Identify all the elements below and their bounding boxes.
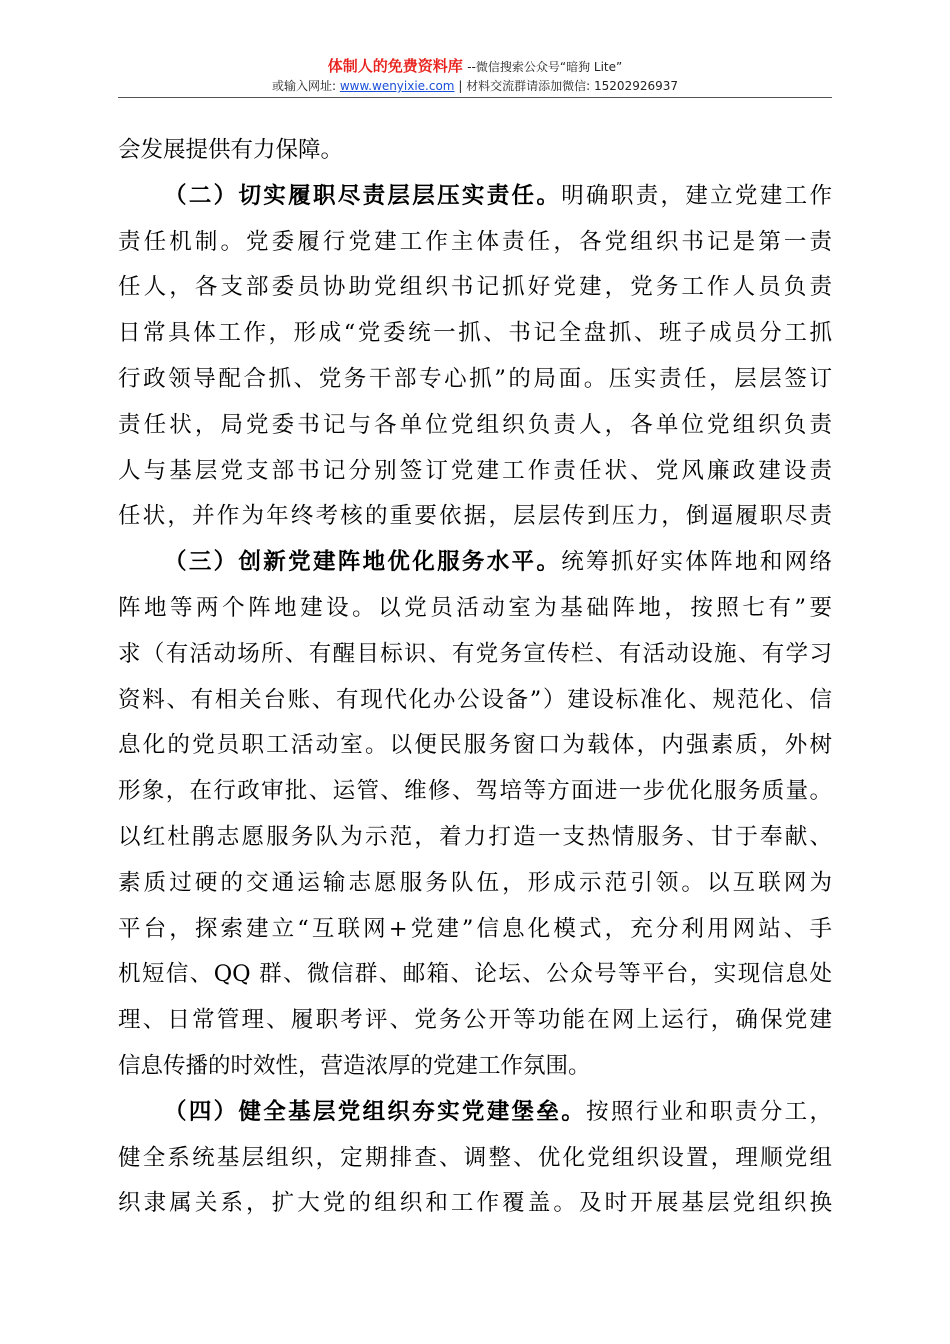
text-line: 机短信、QQ 群、微信群、邮箱、论坛、公众号等平台，实现信息处 — [118, 961, 832, 988]
text-line: 息化的党员职工活动室。以便民服务窗口为载体，内强素质，外树 — [118, 732, 832, 759]
text-line: 平台，探索建立“互联网+党建”信息化模式，充分利用网站、手 — [118, 915, 832, 942]
section-4-heading-line — [118, 1090, 832, 1136]
text-line: 以红杜鹃志愿服务队为示范，着力打造一支热情服务、甘于奉献、 — [118, 823, 832, 850]
page-header — [118, 56, 832, 95]
header-divider — [118, 97, 832, 98]
text-line: 会发展提供有力保障。 — [118, 137, 344, 163]
text-line: 素质过硬的交通运输志愿服务队伍，形成示范引领。以互联网为 — [118, 869, 832, 896]
text-line: 责任状，局党委书记与各单位党组织负责人，各单位党组织负责 — [118, 411, 832, 438]
text-line: 形象，在行政审批、运管、维修、驾培等方面进一步优化服务质量。 — [118, 778, 832, 805]
text-line: 责任机制。党委履行党建工作主体责任，各党组织书记是第一责 — [118, 228, 832, 255]
text-line: 理、日常管理、履职考评、党务公开等功能在网上运行，确保党建 — [118, 1007, 832, 1034]
heading-line-rest: 明确职责，建立党建工作 — [561, 182, 832, 209]
section-heading: （四）健全基层党组织夯实党建堡垒。 — [164, 1098, 587, 1125]
document-body — [118, 128, 832, 1227]
section-heading: （三）创新党建阵地优化服务水平。 — [164, 549, 562, 576]
text-line: 人与基层党支部书记分别签订党建工作责任状、党风廉政建设责 — [118, 457, 832, 484]
heading-line-rest: 按照行业和职责分工， — [586, 1098, 832, 1125]
section-2-heading-line — [118, 174, 832, 220]
text-line: 求（有活动场所、有醒目标识、有党务宣传栏、有活动设施、有学习 — [118, 640, 832, 667]
text-line: 任人，各支部委员协助党组织书记抓好党建，党务工作人员负责 — [118, 274, 832, 301]
section-heading: （二）切实履职尽责层层压实责任。 — [164, 182, 562, 209]
heading-line-rest: 统筹抓好实体阵地和网络 — [561, 549, 832, 576]
text-line: 任状，并作为年终考核的重要依据，层层传到压力，倒逼履职尽责 — [118, 503, 832, 530]
header-url-link[interactable]: www.wenyixie.com — [339, 79, 455, 93]
text-line: 健全系统基层组织，定期排查、调整、优化党组织设置，理顺党组 — [118, 1144, 832, 1171]
header-line-1 — [118, 56, 832, 77]
text-line: 阵地等两个阵地建设。以党员活动室为基础阵地，按照七有”要 — [118, 594, 832, 621]
header-subtitle: --微信搜索公众号“暗狗 Lite” — [467, 60, 623, 74]
text-line: 织隶属关系，扩大党的组织和工作覆盖。及时开展基层党组织换 — [118, 1190, 832, 1217]
text-line: 行政领导配合抓、党务干部专心抓”的局面。压实责任，层层签订 — [118, 365, 832, 392]
header-contact: | 材料交流群请添加微信: 15202926937 — [454, 79, 679, 93]
section-3-heading-line — [118, 540, 832, 586]
header-title: 体制人的免费资料库 — [327, 57, 463, 75]
header-line-2 — [118, 77, 832, 95]
text-line: 日常具体工作，形成“党委统一抓、书记全盘抓、班子成员分工抓 — [118, 320, 832, 347]
text-line: 资料、有相关台账、有现代化办公设备”）建设标准化、规范化、信 — [118, 686, 832, 713]
text-line: 信息传播的时效性，营造浓厚的党建工作氛围。 — [118, 1052, 591, 1079]
header-url-prefix: 或输入网址: — [271, 79, 340, 93]
